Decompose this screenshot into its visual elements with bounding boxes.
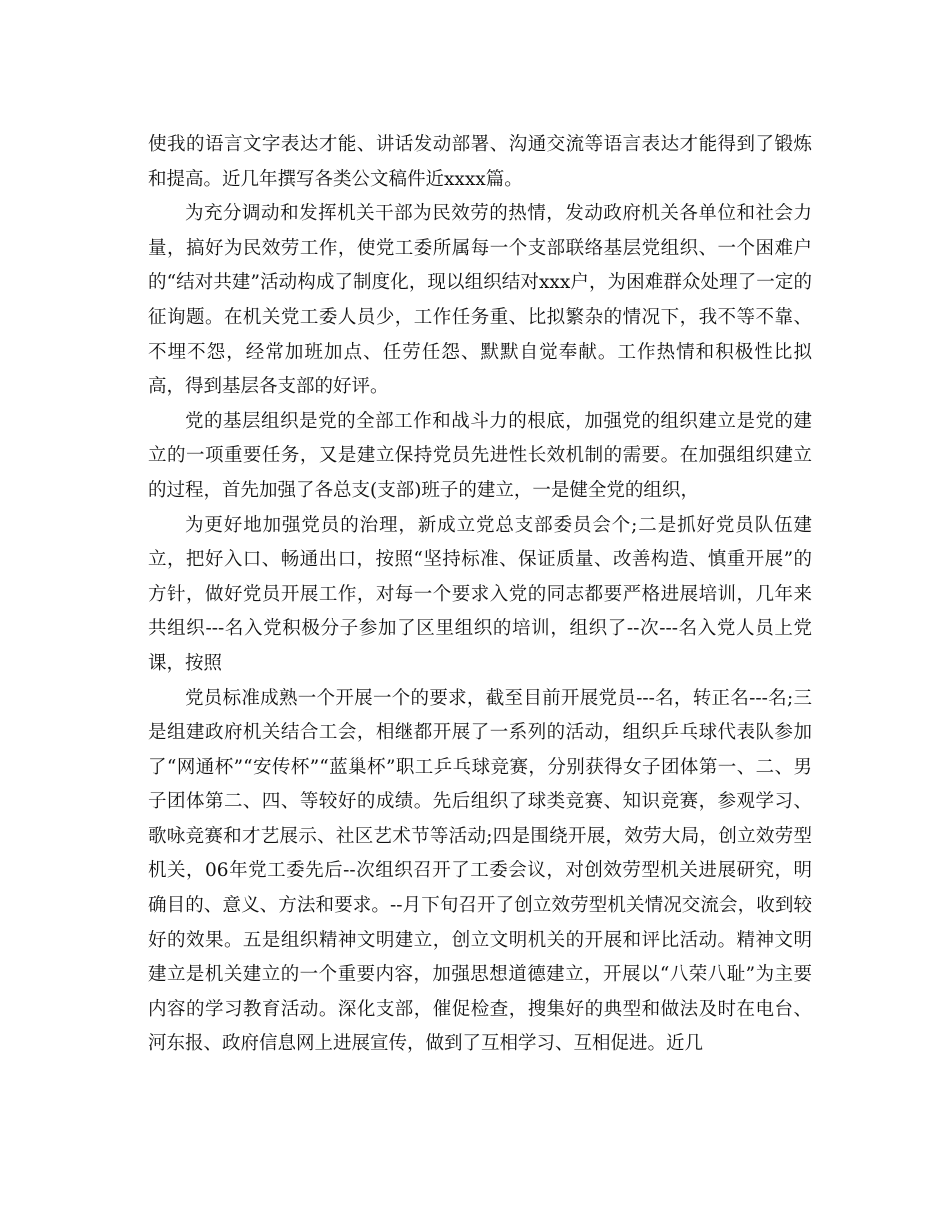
paragraph-4: 为更好地加强党员的治理，新成立党总支部委员会个;二是抓好党员队伍建立，把好入口、畅通出口，按照“坚持标准、保证质量、改善构造、慎重开展”的方针，做好党员开展工作，对每一个要求入党的同志都要严格进展培训，几年来共组织---名入党积极分子参加了区里组织的培训，组织了--次---名入党人员上党课，按照 — [148, 514, 812, 674]
paragraph-5: 党员标准成熟一个开展一个的要求，截至目前开展党员---名，转正名---名;三是组建政府机关结合工会，相继都开展了一系列的活动，组织乒乓球代表队参加了“网通杯”“安传杯”“蓝巢杯”职工乒乓球竞赛，分别获得女子团体第一、二、男子团体第二、四、等较好的成绩。先后组织了球类竞赛、知识竞赛，参观学习、歌咏竞赛和才艺展示、社区艺术节等活动;四是围绕开展，效劳大局，创立效劳型机关，06年党工委先后--次组织召开了工委会议，对创效劳型机关进展研究，明确目的、意义、方法和要求。--月下旬召开了创立效劳型机关情况交流会，收到较好的效果。五是组织精神文明建立，创立文明机关的开展和评比活动。精神文明建立是机关建立的一个重要内容，加强思想道德建立，开展以“八荣八耻”为主要内容的学习教育活动。深化支部，催促检查，搜集好的典型和做法及时在电台、河东报、政府信息网上进展宣传，做到了互相学习、互相促进。近几 — [148, 687, 812, 1055]
paragraph-2: 为充分调动和发挥机关干部为民效劳的热情，发动政府机关各单位和社会力量，搞好为民效劳工作，使党工委所属每一个支部联络基层党组织、一个困难户的“结对共建”活动构成了制度化，现以组织结对xxx户，为困难群众处理了一定的征询题。在机关党工委人员少，工作任务重、比拟繁杂的情况下，我不等不靠、不埋不怨，经常加班加点、任劳任怨、默默自觉奉献。工作热情和积极性比拟高，得到基层各支部的好评。 — [148, 203, 812, 398]
document-body — [148, 128, 812, 1062]
paragraph-1: 使我的语言文字表达才能、讲话发动部署、沟通交流等语言表达才能得到了锻炼和提高。近几年撰写各类公文稿件近xxxx篇。 — [148, 134, 812, 190]
paragraph-3: 党的基层组织是党的全部工作和战斗力的根底，加强党的组织建立是党的建立的一项重要任务，又是建立保持党员先进性长效机制的需要。在加强组织建立的过程，首先加强了各总支(支部)班子的建立，一是健全党的组织， — [148, 410, 812, 501]
